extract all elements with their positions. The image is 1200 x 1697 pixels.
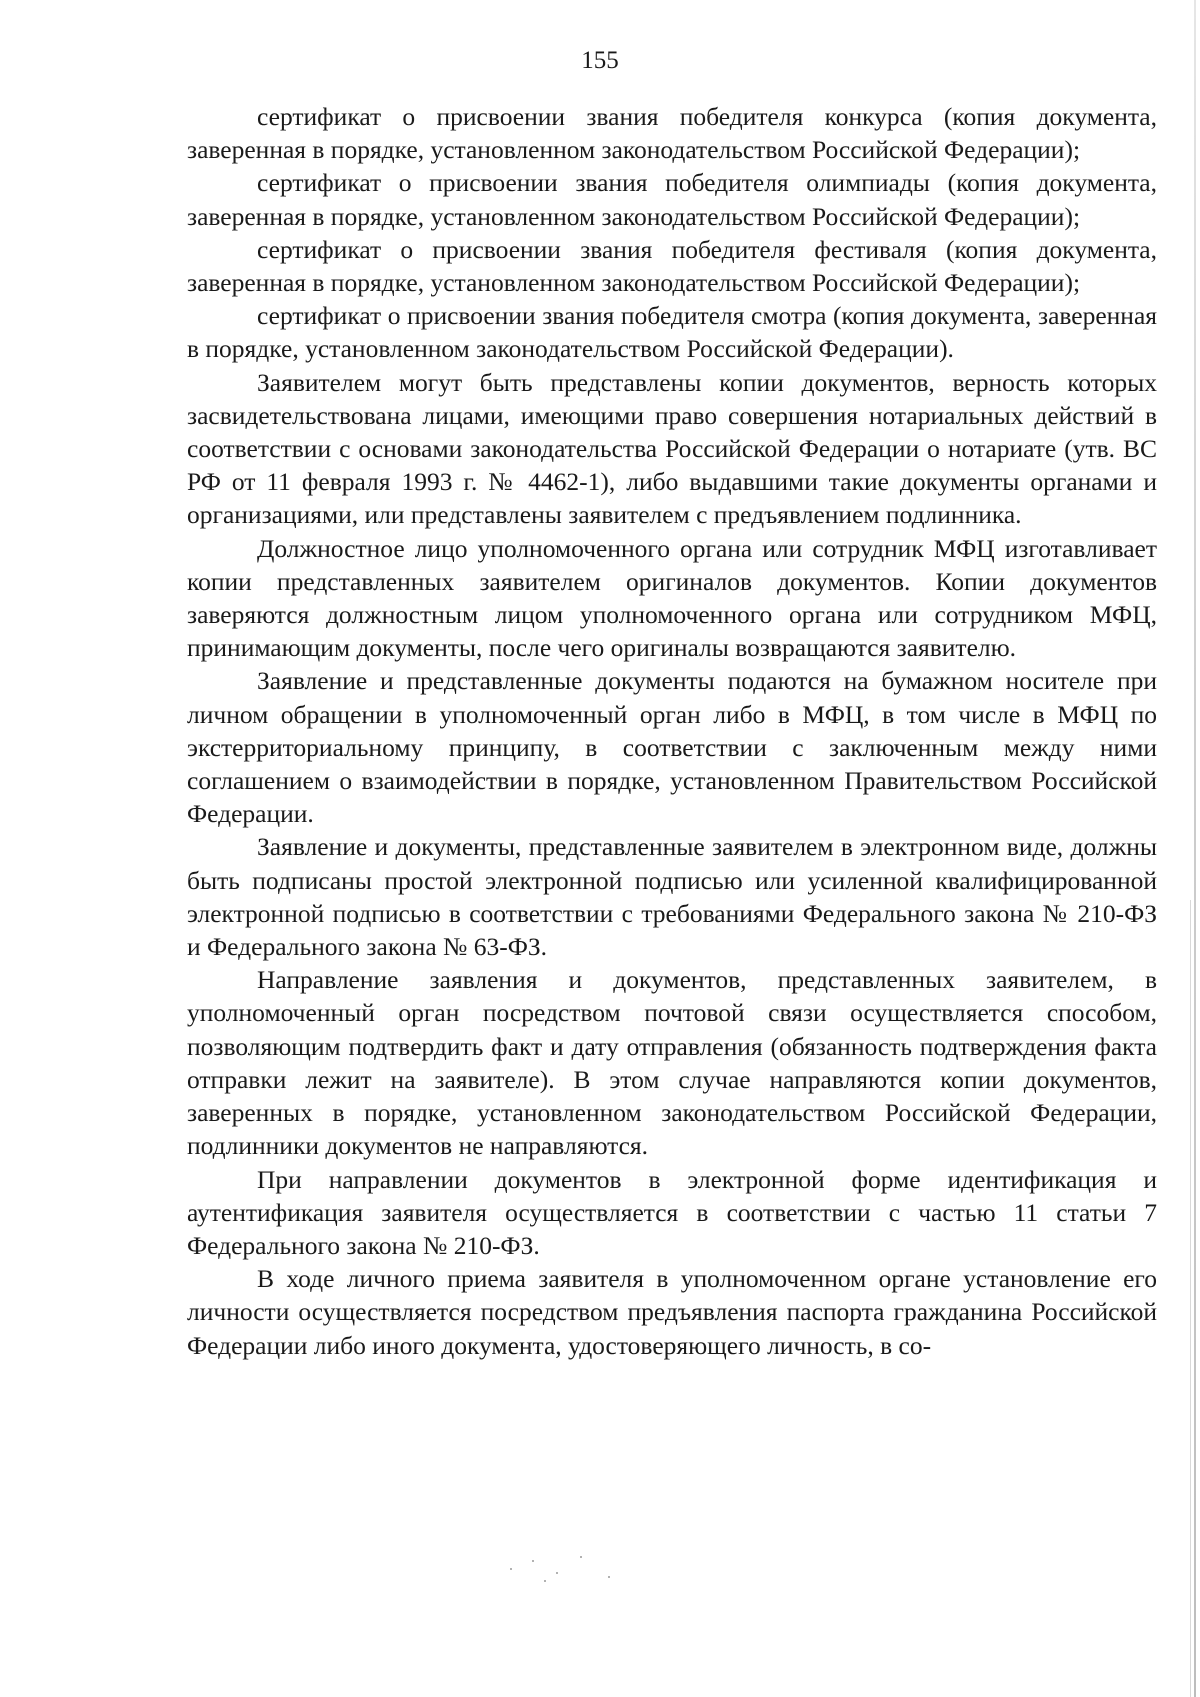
paragraph-postal-submission: Направление заявления и документов, представленных заявителем, в уполномоченный орган посредством почтовой связи осуществляется способом, позволяющим подтвердить факт и дату отправления (обязанность подтверждения факта отправки лежит на заявителе). В этом случае направляются копии документов, заверенных в порядке, установленном законодательством Российской Федерации, подлинники документов не направляются. [187,965,1157,1161]
paragraph-certificate-festival: сертификат о присвоении звания победителя фестиваля (копия документа, заверенная в порядке, установленном законодательством Российской Федерации); [187,234,1157,298]
paragraph-certificate-olympiad: сертификат о присвоении звания победителя олимпиады (копия документа, заверенная в порядке, установленном законодательством Российской Федерации); [187,168,1157,231]
paragraph-notarized-copies: Заявителем могут быть представлены копии документов, верность которых засвидетельствована лицами, имеющими право совершения нотариальных действий в соответствии с основами законодательства Российской Федерации о нотариате (утв. ВС РФ от 11 февраля 1993 г. № 4462-1), либо выдавшими такие документы органами и организациями, или представлены заявителем с предъявлением подлинника. [187,367,1157,530]
paragraph-personal-reception: В ходе личного приема заявителя в уполномоченном органе установление его личности осуществляется посредством предъявления паспорта гражданина Российской Федерации либо иного документа, удостоверяющего личность, в со- [187,1264,1157,1360]
paragraph-official-copies: Должностное лицо уполномоченного органа или сотрудник МФЦ изготавливает копии представленных заявителем оригиналов документов. Копии документов заверяются должностным лицом уполномоченного органа или сотрудником МФЦ, принимающим документы, после чего оригиналы возвращаются заявителю. [187,533,1157,663]
paragraph-certificate-contest: сертификат о присвоении звания победителя конкурса (копия документа, заверенная в порядке, установленном законодательством Российской Федерации); [187,102,1157,165]
scan-edge-line-thin [1190,900,1191,1697]
scan-noise [480,1550,680,1590]
paragraph-electronic-signature: Заявление и документы, представленные заявителем в электронном виде, должны быть подписаны простой электронной подписью или усиленной квалифицированной электронной подписью в соответствии с требованиями Федерального закона № 210-ФЗ и Федерального закона № 63-ФЗ. [187,832,1157,962]
document-body [187,100,1157,1362]
paragraph-certificate-review: сертификат о присвоении звания победителя смотра (копия документа, заверенная в порядке, установленном законодательством Российской Федерации). [187,301,1157,364]
paragraph-paper-submission: Заявление и представленные документы подаются на бумажном носителе при личном обращении в уполномоченный орган либо в МФЦ, в том числе в МФЦ по экстерриториальному принципу, в соответствии с заключенным между ними соглашением о взаимодействии в порядке, установленном Правительством Российской Федерации. [187,666,1157,829]
paragraph-electronic-identification: При направлении документов в электронной форме идентификация и аутентификация заявителя осуществляется в соответствии с частью 11 статьи 7 Федерального закона № 210-ФЗ. [187,1164,1157,1260]
page-number: 155 [581,47,619,74]
scan-edge-line [1194,0,1196,1697]
